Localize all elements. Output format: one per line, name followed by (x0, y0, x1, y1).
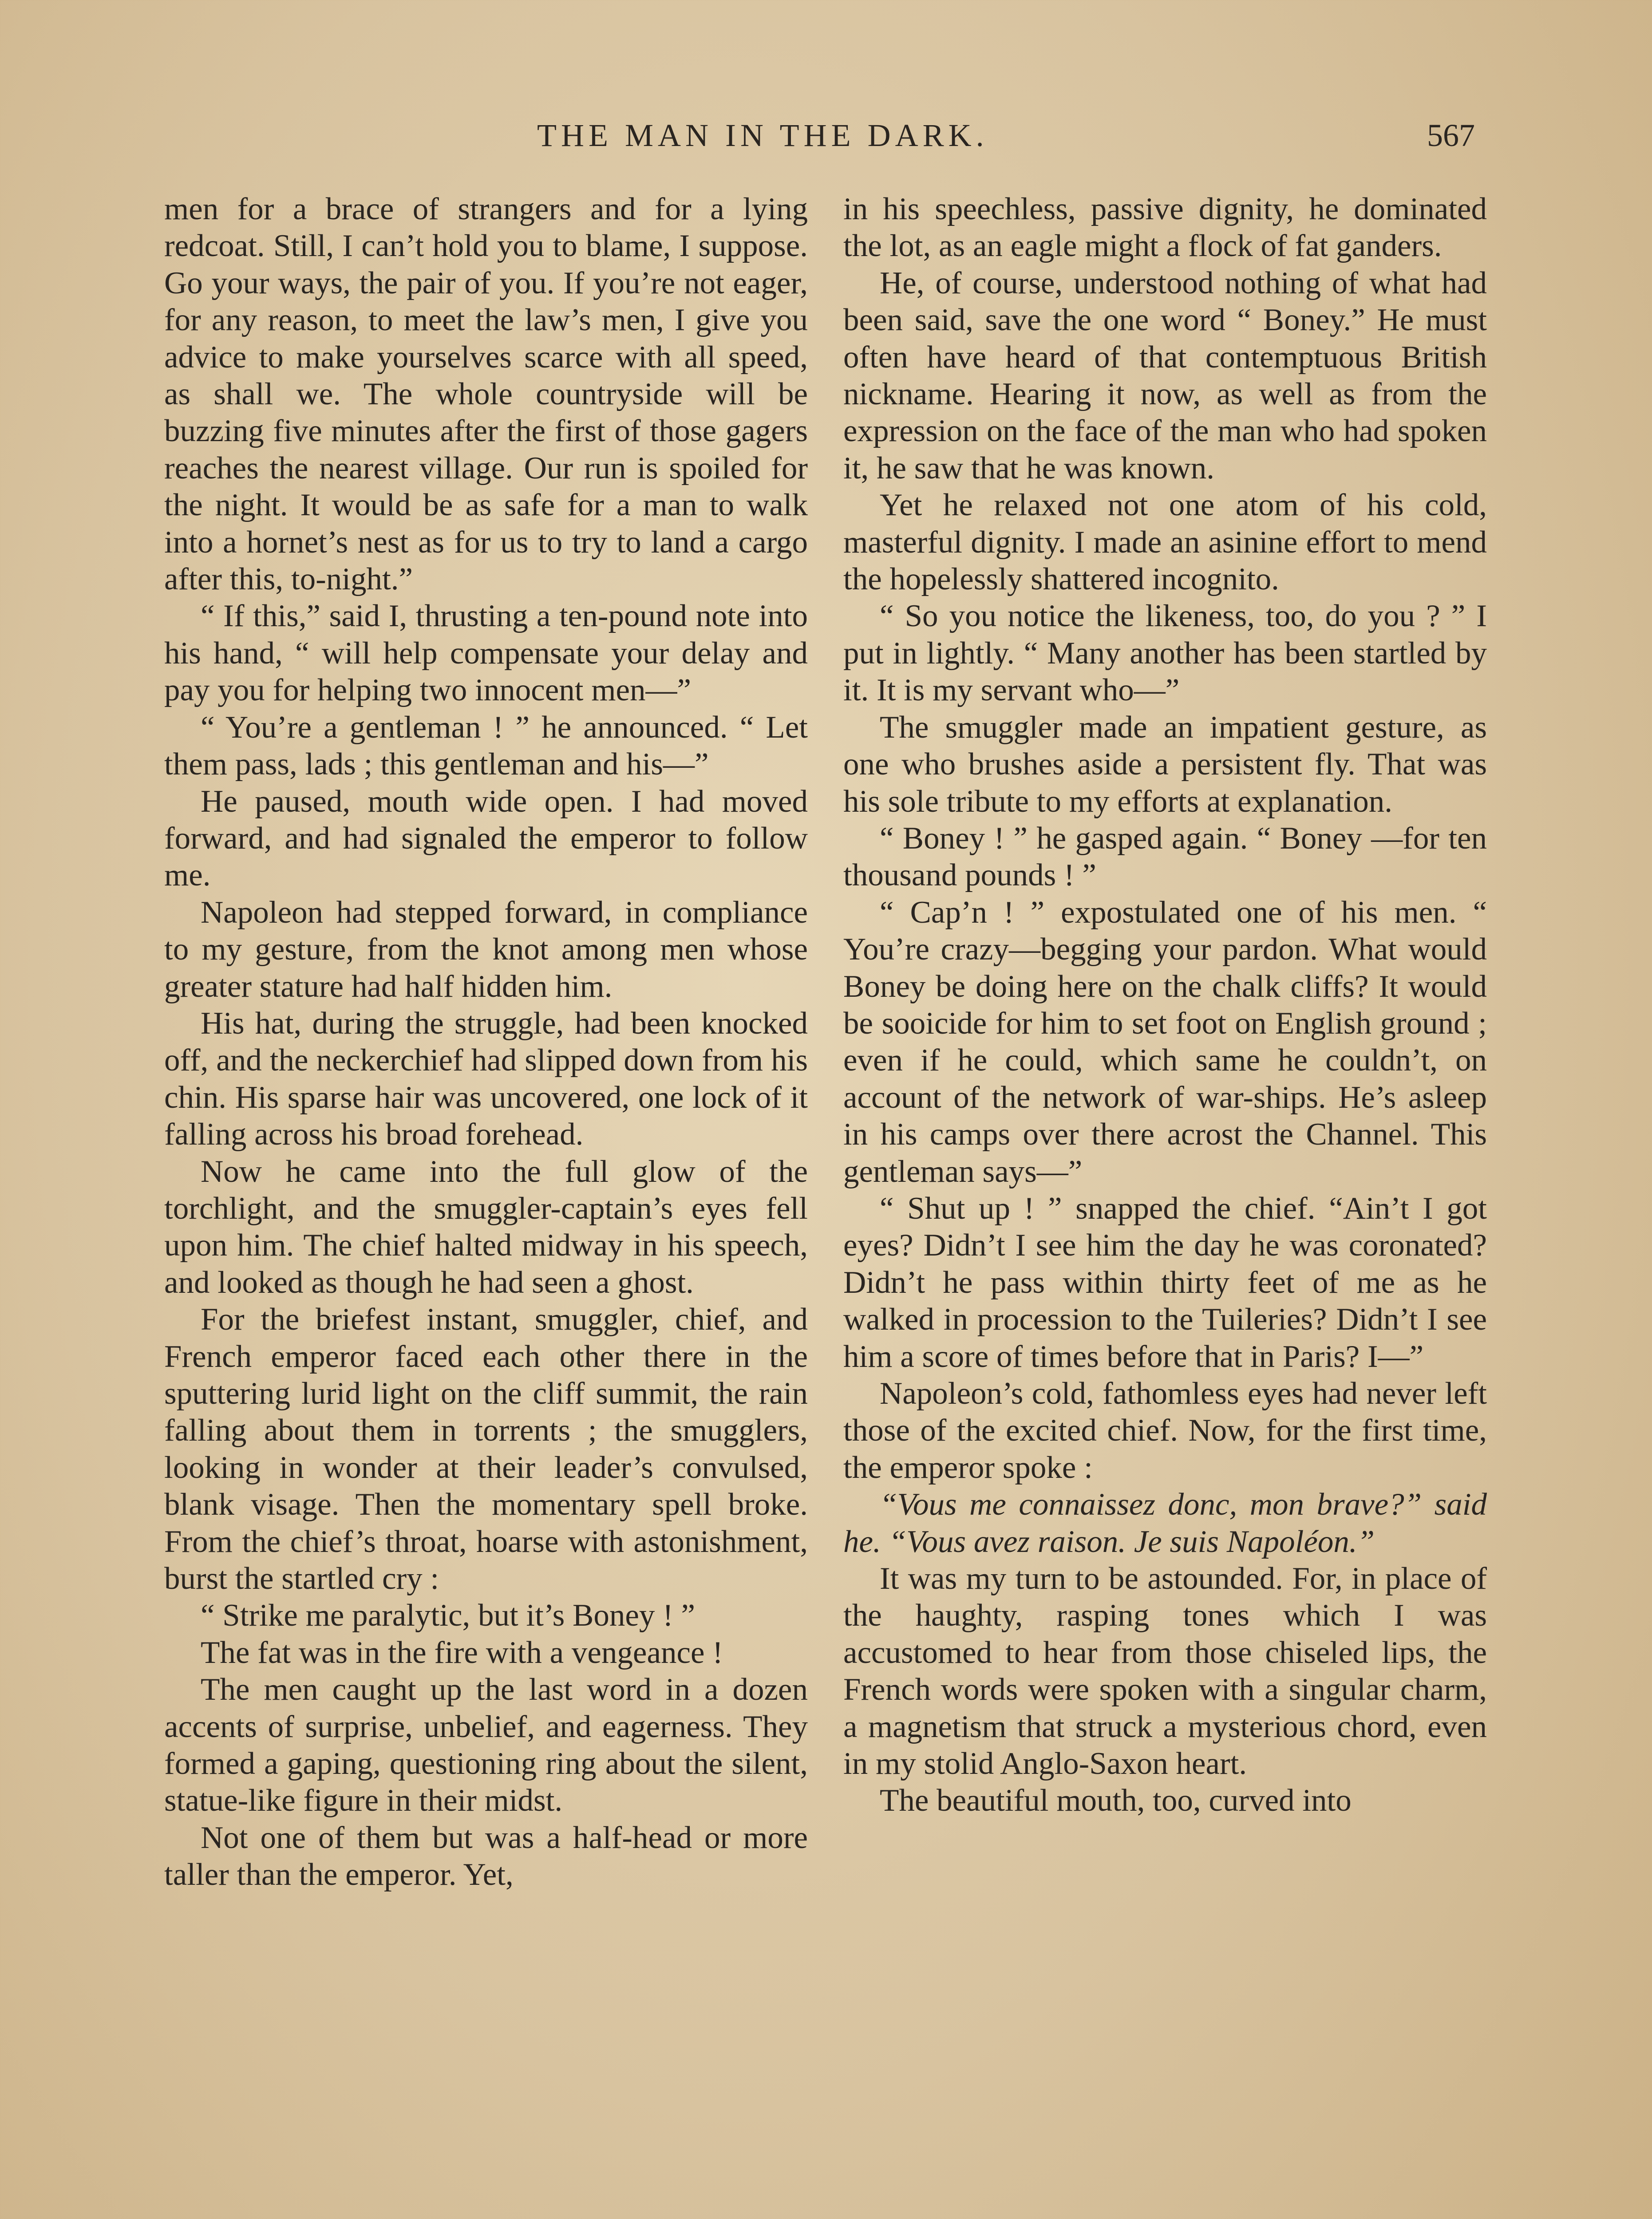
paragraph: The beautiful mouth, too, curved into (880, 1783, 1352, 1818)
paragraph: “ Strike me paralytic, but it’s Boney ! ” (201, 1598, 696, 1633)
right-column (843, 191, 1487, 1820)
paragraph: He paused, mouth wide open. I had moved forward, and had signaled the emperor to follow me. (164, 784, 808, 893)
paragraph: “ Boney ! ” he gasped again. “ Boney —for ten thousand pounds ! ” (843, 821, 1487, 893)
paragraph: Now he came into the full glow of the torchlight, and the smuggler-captain’s eyes fell upon him. The chief halted midway in his speech, and looked as though he had seen a ghost. (164, 1154, 808, 1300)
paragraph: It was my turn to be astounded. For, in place of the haughty, rasping tones which I was accustomed to hear from those chiseled lips, the French words were spoken with a singular charm, a magnetism that struck a mysterious chord, even in my stolid Anglo-Saxon heart. (843, 1561, 1487, 1781)
paragraph: He, of course, understood nothing of what had been said, save the one word “ Boney.” He must often have heard of that contemptuous British nickname. Hearing it now, as well as from the expression on the face of the man who had spoken it, he saw that he was known. (843, 265, 1487, 486)
paragraph: Napoleon’s cold, fathomless eyes had never left those of the excited chief. Now, for the first time, the emperor spoke : (843, 1376, 1487, 1485)
paragraph: men for a brace of strangers and for a lying redcoat. Still, I can’t hold you to blame, I suppose. Go your ways, the pair of you. If you’re not eager, for any reason, to meet the law’s men, I give you advice to make yourselves scarce with all speed, as shall we. The whole countryside will be buzzing five minutes after the first of those gagers reaches the nearest village. Our run is spoiled for the night. It would be as safe for a man to walk into a hornet’s nest as for us to try to land a cargo after this, to-night.” (164, 192, 808, 597)
paragraph: His hat, during the struggle, had been knocked off, and the neckerchief had slipped down from his chin. His sparse hair was uncovered, one lock of it falling across his broad forehead. (164, 1006, 808, 1152)
paragraph: For the briefest instant, smuggler, chief, and French emperor faced each other there in the sputtering lurid light on the cliff summit, the rain falling about them in torrents ; the smugglers, looking in wonder at their leader’s convulsed, blank visage. Then the momentary spell broke. From the chief’s throat, hoarse with astonishment, burst the startled cry : (164, 1302, 808, 1596)
paragraph: “ So you notice the likeness, too, do you ? ” I put in lightly. “ Many another has been startled by it. It is my servant who—” (843, 599, 1487, 708)
page-header (0, 111, 1652, 160)
paragraph: Napoleon had stepped forward, in compliance to my gesture, from the knot among men whose greater stature had half hidden him. (164, 895, 808, 1004)
paragraph: The smuggler made an impatient gesture, as one who brushes aside a persistent fly. That was his sole tribute to my efforts at explanation. (843, 710, 1487, 819)
paragraph: The fat was in the fire with a vengeance ! (201, 1635, 723, 1670)
paragraph: “ Shut up ! ” snapped the chief. “Ain’t I got eyes? Didn’t I see him the day he was coronated? Didn’t he pass within thirty feet of me as he walked in procession to the Tuileries? Didn’t I see him a score of times before that in Paris? I—” (843, 1191, 1487, 1374)
paragraph: “ If this,” said I, thrusting a ten-pound note into his hand, “ will help compensate your delay and pay you for helping two innocent men—” (164, 599, 808, 708)
left-column (164, 191, 808, 1894)
running-title: THE MAN IN THE DARK. (537, 118, 988, 153)
paragraph: Yet he relaxed not one atom of his cold, masterful dignity. I made an asinine effort to mend the hopelessly shattered incognito. (843, 488, 1487, 597)
page-number: 567 (1427, 118, 1475, 153)
paragraph: The men caught up the last word in a dozen accents of surprise, unbelief, and eagerness. They formed a gaping, questioning ring about the silent, statue-like figure in their midst. (164, 1672, 808, 1818)
paragraph: Not one of them but was a half-head or more taller than the emperor. Yet, (164, 1820, 808, 1892)
paragraph: in his speechless, passive dignity, he dominated the lot, as an eagle might a flock of fat ganders. (843, 192, 1487, 264)
french-quote: “Vous me connaissez donc, mon brave?” said he. “Vous avez raison. Je suis Napoléon.” (843, 1487, 1487, 1559)
paragraph: “ You’re a gentleman ! ” he announced. “ Let them pass, lads ; this gentleman and his—” (164, 710, 808, 782)
paragraph: “ Cap’n ! ” expostulated one of his men. “ You’re crazy—begging your pardon. What would Boney be doing here on the chalk cliffs? It would be sooicide for him to set foot on English ground ; even if he could, which same he couldn’t, on account of the network of war-ships. He’s asleep in his camps over there acrost the Channel. This gentleman says—” (843, 895, 1487, 1189)
